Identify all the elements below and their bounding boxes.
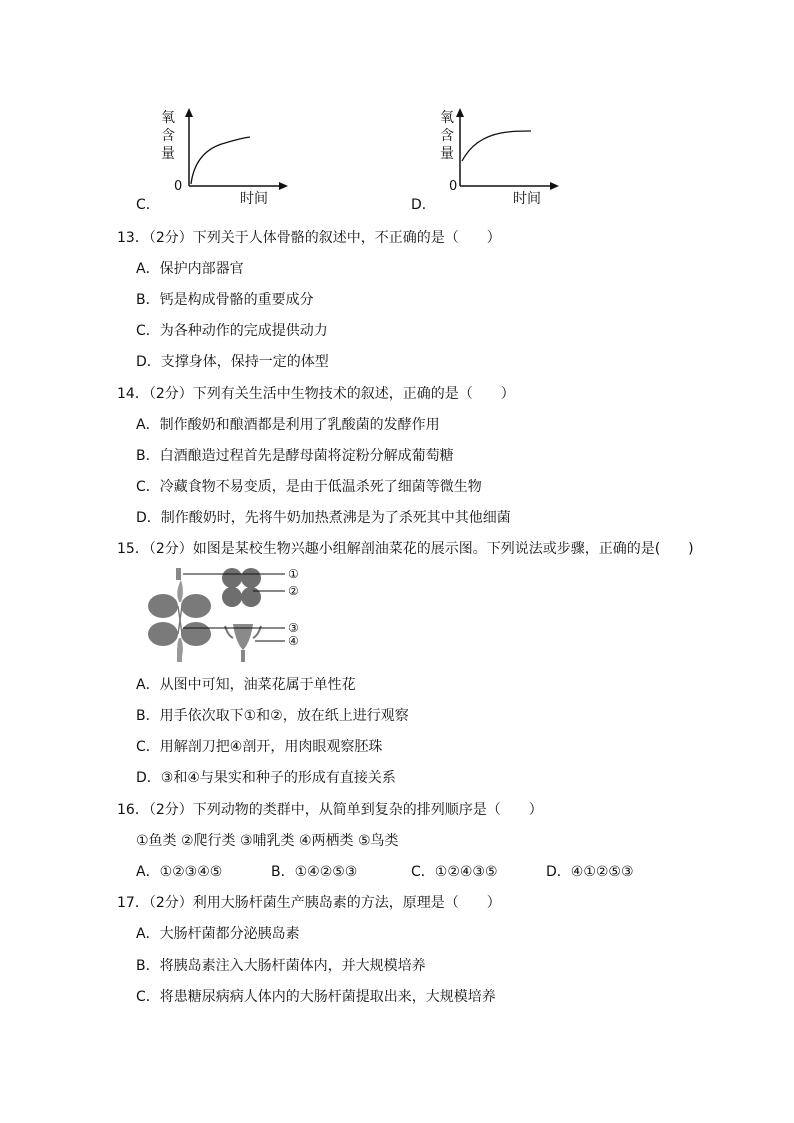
- option-b: B．用手依次取下①和②，放在纸上进行观察: [136, 708, 409, 724]
- option-a: A．从图中可知，油菜花属于单性花: [136, 677, 356, 693]
- option-d: D．支撑身体，保持一定的体型: [136, 354, 329, 370]
- option-a: A．大肠杆菌都分泌胰岛素: [136, 926, 300, 942]
- graph-d-curve: [462, 131, 531, 161]
- option-a: A．制作酸奶和酿酒都是利用了乳酸菌的发酵作用: [136, 417, 440, 433]
- option-b: B．白酒酿造过程首先是酵母菌将淀粉分解成葡萄糖: [136, 448, 454, 464]
- option-a: A．①②③④⑤: [136, 864, 223, 880]
- graph-d-ylabel-1: 氧: [440, 110, 454, 126]
- option-c: C．冷藏食物不易变质，是由于低温杀死了细菌等微生物: [136, 479, 482, 495]
- graph-c-origin: 0: [174, 179, 183, 194]
- petal: [222, 587, 242, 607]
- pistil: [177, 648, 182, 662]
- option-a: A．保护内部器官: [136, 261, 244, 277]
- figure-label-3: ③: [288, 621, 299, 635]
- option-b: B．①④②⑤③: [271, 864, 358, 880]
- petal: [241, 568, 261, 588]
- stamen: [176, 568, 181, 580]
- petal: [148, 622, 178, 646]
- question-stem: 17．（2分）利用大肠杆菌生产胰岛素的方法，原理是（ ）: [117, 895, 501, 911]
- graph-d-y-arrow: [456, 108, 464, 117]
- graph-d-ylabel-2: 含: [440, 128, 454, 144]
- petal: [181, 594, 211, 618]
- graph-c-curve: [191, 137, 250, 184]
- figure-label-2: ②: [288, 584, 299, 598]
- graph-d-axes: [451, 106, 566, 192]
- graph-c-ylabel-3: 量: [161, 146, 175, 162]
- animal-groups-list: ①鱼类 ②爬行类 ③哺乳类 ④两栖类 ⑤鸟类: [136, 833, 399, 849]
- question-stem: 13．（2分）下列关于人体骨骼的叙述中，不正确的是（ ）: [117, 230, 501, 246]
- option-c: C．为各种动作的完成提供动力: [136, 323, 328, 339]
- graph-c-option: C．: [136, 197, 160, 213]
- graph-d-x-arrow: [550, 182, 559, 190]
- graph-d-option: D．: [411, 197, 436, 213]
- question-stem: 16．（2分）下列动物的类群中，从简单到复杂的排列顺序是（ ）: [117, 802, 543, 818]
- petal: [241, 587, 261, 607]
- option-b: B．将胰岛素注入大肠杆菌体内，并大规模培养: [136, 958, 426, 974]
- option-d: D．④①②⑤③: [546, 864, 634, 880]
- option-c: C．将患糖尿病病人体内的大肠杆菌提取出来，大规模培养: [136, 989, 496, 1005]
- petal: [222, 568, 242, 588]
- question-stem: 15．（2分）如图是某校生物兴趣小组解剖油菜花的展示图。下列说法或步骤，正确的是( ): [117, 541, 694, 557]
- graph-c-y-arrow: [185, 108, 193, 117]
- petal: [181, 622, 211, 646]
- graph-c-ylabel-1: 氧: [161, 110, 175, 126]
- option-c: C．①②④③⑤: [411, 864, 498, 880]
- option-c: C．用解剖刀把④剖开，用肉眼观察胚珠: [136, 739, 383, 755]
- figure-label-4: ④: [288, 634, 299, 648]
- graph-d-ylabel-3: 量: [440, 146, 454, 162]
- graph-d-origin: 0: [449, 179, 458, 194]
- sepal: [177, 580, 183, 602]
- option-b: B．钙是构成骨骼的重要成分: [136, 292, 314, 308]
- option-d: D．③和④与果实和种子的形成有直接关系: [136, 770, 396, 786]
- graph-d-xlabel: 时间: [513, 191, 541, 207]
- graph-c-axes: [180, 106, 295, 192]
- option-d: D．制作酸奶时，先将牛奶加热煮沸是为了杀死其中其他细菌: [136, 510, 511, 526]
- graph-c-ylabel-2: 含: [161, 128, 175, 144]
- question-stem: 14．（2分）下列有关生活中生物技术的叙述，正确的是（ ）: [117, 386, 515, 402]
- petal: [148, 594, 178, 618]
- figure-label-1: ①: [288, 567, 299, 581]
- graph-c-x-arrow: [279, 182, 288, 190]
- graph-c-xlabel: 时间: [240, 191, 268, 207]
